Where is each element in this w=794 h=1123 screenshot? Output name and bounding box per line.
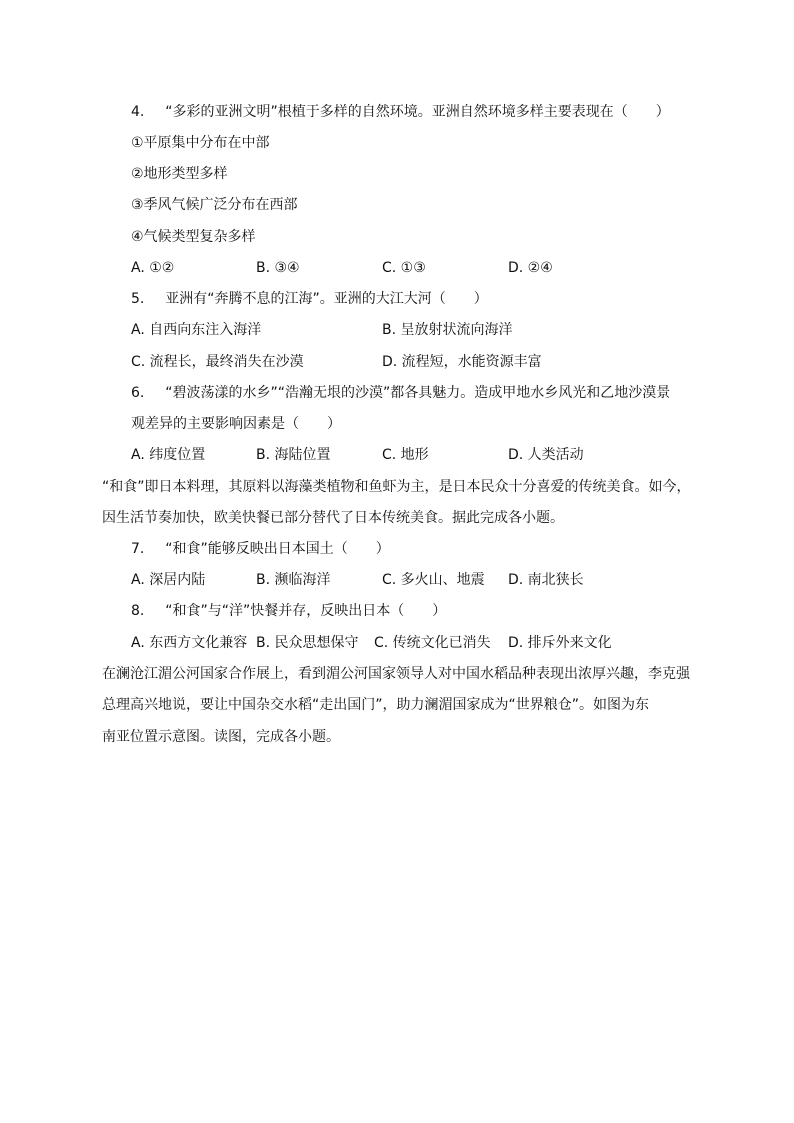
question-stem-continued: 观差异的主要影响因素是（ ） [131, 416, 341, 432]
option-c: C. 流程长，最终消失在沙漠 [131, 354, 304, 370]
question-number: 7. [131, 541, 145, 557]
passage-line: “和食”即日本料理，其原料以海藻类植物和鱼虾为主，是日本民众十分喜爱的传统美食。如今， [102, 479, 691, 495]
passage-line: 南亚位置示意图。读图，完成各小题。 [102, 729, 340, 745]
question-stem: “多彩的亚洲文明”根植于多样的自然环境。亚洲自然环境多样主要表现在（ ） [165, 104, 670, 120]
question-8 [131, 601, 446, 621]
question-number: 8. [131, 603, 145, 619]
option-a: A. 自西向东注入海洋 [131, 322, 262, 338]
option-b: B. 民众思想保守 [256, 635, 359, 651]
option-b: B. 呈放射状流向海洋 [382, 322, 513, 338]
option-c: C. 传统文化已消失 [374, 635, 491, 651]
question-stem: 亚洲有“奔腾不息的江海”。亚洲的大江大河（ ） [165, 291, 488, 307]
option-d: D. 南北狭长 [508, 572, 584, 588]
option-b: B. 濒临海洋 [256, 572, 331, 588]
question-6 [131, 383, 670, 403]
statement-item: ④气候类型复杂多样 [131, 229, 256, 245]
passage-line: 总理高兴地说，要让中国杂交水稻“走出国门”，助力澜湄国家成为“世界粮仓”。如图为东 [102, 697, 650, 713]
option-c: C. 地形 [382, 447, 429, 463]
statement-item: ②地形类型多样 [131, 166, 228, 182]
question-stem: “和食”能够反映出日本国土（ ） [165, 541, 390, 557]
passage-line: 因生活节奏加快，欧美快餐已部分替代了日本传统美食。据此完成各小题。 [102, 510, 564, 526]
statement-item: ③季风气候广泛分布在西部 [131, 197, 298, 213]
option-d: D. ②④ [508, 260, 553, 276]
statement-item: ①平原集中分布在中部 [131, 135, 270, 151]
option-b: B. ③④ [256, 260, 300, 276]
option-a: A. ①② [131, 260, 175, 276]
option-a: A. 深居内陆 [131, 572, 206, 588]
option-c: C. 多火山、地震 [382, 572, 485, 588]
option-a: A. 纬度位置 [131, 447, 206, 463]
option-d: D. 流程短，水能资源丰富 [382, 354, 542, 370]
question-5 [131, 289, 488, 309]
question-number: 6. [131, 385, 145, 401]
option-d: D. 人类活动 [508, 447, 584, 463]
option-d: D. 排斥外来文化 [508, 635, 612, 651]
option-c: C. ①③ [382, 260, 426, 276]
option-a: A. 东西方文化兼容 [131, 635, 248, 651]
question-number: 4. [131, 104, 145, 120]
question-7 [131, 539, 390, 559]
passage-line: 在澜沧江湄公河国家合作展上，看到湄公河国家领导人对中国水稻品种表现出浓厚兴趣，李克强 [102, 666, 690, 682]
question-number: 5. [131, 291, 145, 307]
question-4 [131, 102, 670, 122]
question-stem: “和食”与“洋”快餐并存，反映出日本（ ） [165, 603, 447, 619]
option-b: B. 海陆位置 [256, 447, 331, 463]
question-stem: “碧波荡漾的水乡”“浩瀚无垠的沙漠”都各具魅力。造成甲地水乡风光和乙地沙漠景 [165, 385, 671, 401]
